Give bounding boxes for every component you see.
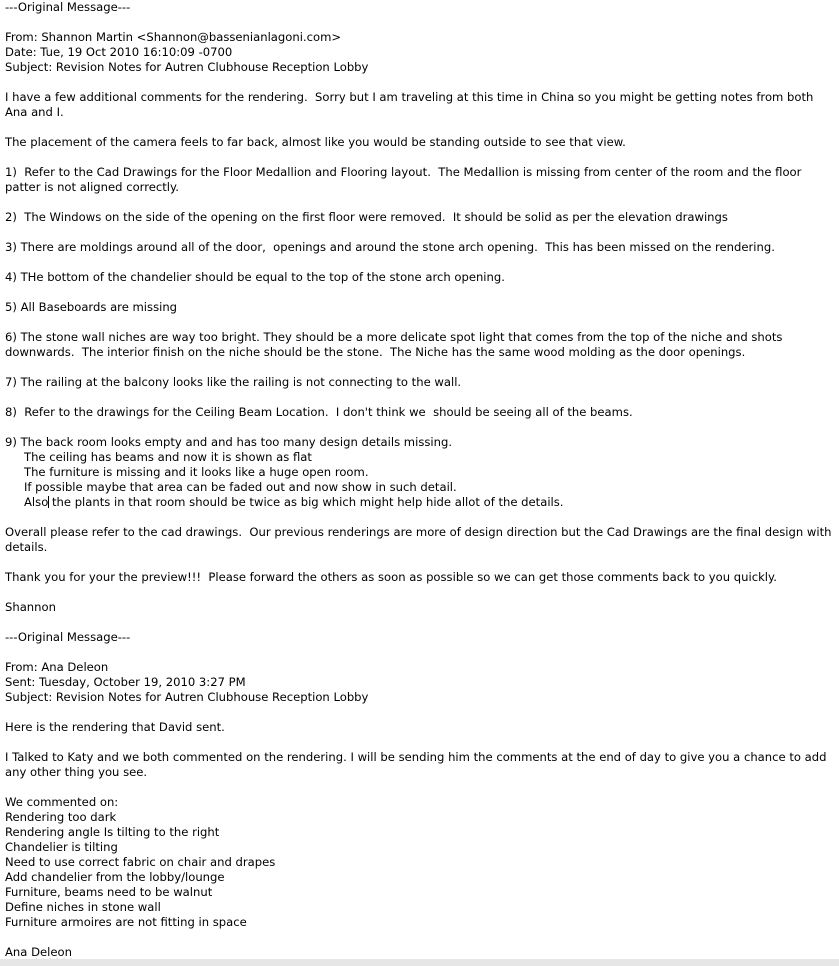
blank-line bbox=[5, 705, 837, 720]
note-9-sub-4-rest: the plants in that room should be twice as big which might help hide allot of the details. bbox=[48, 495, 564, 509]
comment-item: Chandelier is tilting bbox=[5, 840, 118, 854]
note-9-sub-4-start: Also bbox=[24, 495, 49, 509]
blank-line bbox=[5, 225, 837, 240]
blank-line bbox=[5, 555, 837, 570]
blank-line bbox=[5, 150, 837, 165]
note-9: 9) The back room looks empty and and has too many design details missing. bbox=[5, 435, 453, 449]
signature-shannon: Shannon bbox=[5, 600, 56, 614]
overall-paragraph: Overall please refer to the cad drawings. Our previous renderings are more of design direction but the Cad Drawings are the final design with details. bbox=[5, 525, 836, 554]
blank-line bbox=[5, 120, 837, 135]
comment-item: Furniture armoires are not fitting in space bbox=[5, 915, 247, 929]
note-9-sub-1: The ceiling has beams and now it is shown as flat bbox=[24, 450, 312, 464]
blank-line bbox=[5, 615, 837, 630]
spellcheck-word: Deleon bbox=[31, 945, 72, 959]
thanks-paragraph: Thank you for your the preview!!! Please forward the others as soon as possible so we can get those comments back to you quickly. bbox=[5, 570, 777, 584]
date-line: Date: Tue, 19 Oct 2010 16:10:09 -0700 bbox=[5, 45, 233, 59]
sent-line: Sent: Tuesday, October 19, 2010 3:27 PM bbox=[5, 675, 246, 689]
blank-line bbox=[5, 75, 837, 90]
note-3: 3) There are moldings around all of the door, openings and around the stone arch opening. This has been missed on the rendering. bbox=[5, 240, 775, 254]
blank-line bbox=[5, 195, 837, 210]
note-2: 2) The Windows on the side of the opening on the first floor were removed. It should be solid as per the elevation drawings bbox=[5, 210, 728, 224]
blank-line bbox=[5, 285, 837, 300]
subject-line-2: Subject: Revision Notes for Autren Clubhouse Reception Lobby bbox=[5, 690, 369, 704]
comment-item: Need to use correct fabric on chair and drapes bbox=[5, 855, 276, 869]
original-message-separator: ---Original Message--- bbox=[5, 0, 131, 14]
commented-on-heading: We commented on: bbox=[5, 795, 119, 809]
note-5: 5) All Baseboards are missing bbox=[5, 300, 178, 314]
blank-line bbox=[5, 510, 837, 525]
comment-item: Rendering too dark bbox=[5, 810, 117, 824]
blank-line bbox=[5, 390, 837, 405]
comment-item: Define niches in stone wall bbox=[5, 900, 161, 914]
note-6: 6) The stone wall niches are way too bright. They should be a more delicate spot light that comes from the top of the niche and shots downwards. The interior finish on the niche should be the stone. The Niche has the same wood molding as the door openings. bbox=[5, 330, 787, 359]
email-body[interactable] bbox=[5, 0, 837, 960]
subject-line: Subject: Revision Notes for Autren Clubhouse Reception Lobby bbox=[5, 60, 369, 74]
signature-ana bbox=[5, 945, 837, 960]
blank-line bbox=[5, 585, 837, 600]
blank-line bbox=[5, 735, 837, 750]
window-bottom-edge bbox=[0, 959, 839, 966]
talked-paragraph: I Talked to Katy and we both commented on the rendering. I will be sending him the comments at the end of day to give you a chance to add any other thing you see. bbox=[5, 750, 831, 779]
camera-paragraph: The placement of the camera feels to far back, almost like you would be standing outside to see that view. bbox=[5, 135, 626, 149]
blank-line bbox=[5, 420, 837, 435]
note-8: 8) Refer to the drawings for the Ceiling Beam Location. I don't think we should be seeing all of the beams. bbox=[5, 405, 633, 419]
intro-paragraph-2: Here is the rendering that David sent. bbox=[5, 720, 225, 734]
note-9-sub-3: If possible maybe that area can be faded out and now show in such detail. bbox=[24, 480, 457, 494]
comment-item: Furniture, beams need to be walnut bbox=[5, 885, 213, 899]
comment-item: Add chandelier from the lobby/lounge bbox=[5, 870, 225, 884]
note-9-sub-4 bbox=[5, 495, 837, 510]
blank-line bbox=[5, 930, 837, 945]
comment-item: Rendering angle Is tilting to the right bbox=[5, 825, 220, 839]
blank-line bbox=[5, 645, 837, 660]
signature-ana-first: Ana bbox=[5, 945, 32, 959]
from-line-2: From: Ana Deleon bbox=[5, 660, 109, 674]
blank-line bbox=[5, 15, 837, 30]
from-line: From: Shannon Martin <Shannon@bassenianlagoni.com> bbox=[5, 30, 342, 44]
note-7: 7) The railing at the balcony looks like the railing is not connecting to the wall. bbox=[5, 375, 462, 389]
note-1: 1) Refer to the Cad Drawings for the Floor Medallion and Flooring layout. The Medallion is missing from center of the room and the floor patter is not aligned correctly. bbox=[5, 165, 806, 194]
blank-line bbox=[5, 780, 837, 795]
blank-line bbox=[5, 315, 837, 330]
blank-line bbox=[5, 360, 837, 375]
blank-line bbox=[5, 255, 837, 270]
note-9-sub-2: The furniture is missing and it looks like a huge open room. bbox=[24, 465, 369, 479]
intro-paragraph: I have a few additional comments for the rendering. Sorry but I am traveling at this time in China so you might be getting notes from both Ana and I. bbox=[5, 90, 818, 119]
original-message-separator-2: ---Original Message--- bbox=[5, 630, 131, 644]
note-4: 4) THe bottom of the chandelier should be equal to the top of the stone arch opening. bbox=[5, 270, 505, 284]
